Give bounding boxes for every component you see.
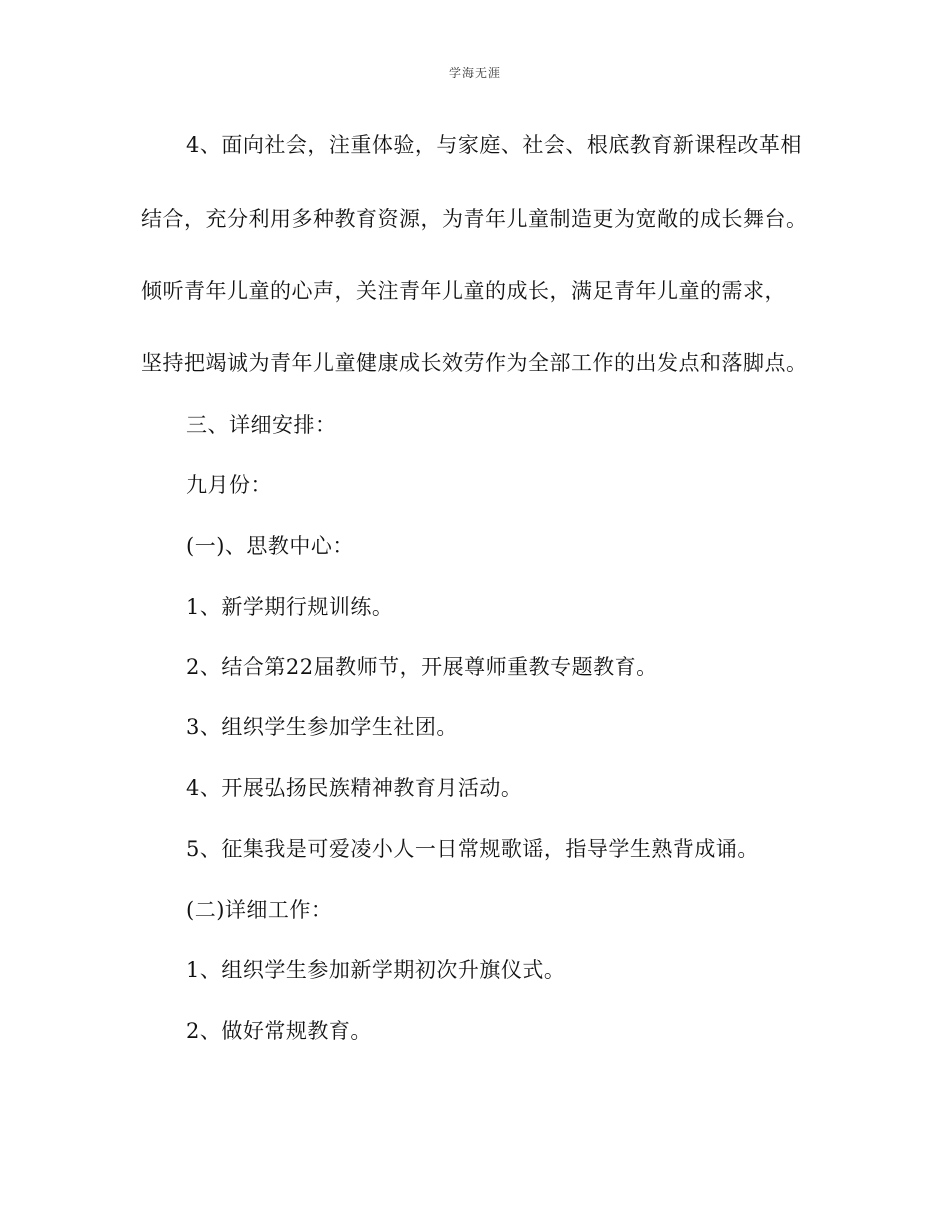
paragraph-line: 坚持把竭诚为青年儿童健康成长效劳作为全部工作的出发点和落脚点。 [141, 351, 808, 375]
page-header: 学海无涯 [448, 66, 501, 80]
list-item: 1、新学期行规训练。 [186, 595, 394, 619]
list-item: 1、组织学生参加新学期初次升旗仪式。 [186, 958, 566, 982]
part-heading: (二)详细工作： [186, 898, 333, 922]
list-item: 2、做好常规教育。 [186, 1019, 372, 1043]
paragraph-line: 4、面向社会，注重体验，与家庭、社会、根底教育新课程改革相 [186, 133, 802, 157]
list-item: 3、组织学生参加学生社团。 [186, 715, 458, 739]
paragraph-line: 倾听青年儿童的心声，关注青年儿童的成长，满足青年儿童的需求， [141, 279, 786, 303]
list-item: 5、征集我是可爱凌小人一日常规歌谣，指导学生熟背成诵。 [186, 837, 759, 861]
part-heading: (一)、思教中心： [186, 534, 354, 558]
paragraph-line: 结合，充分利用多种教育资源，为青年儿童制造更为宽敞的成长舞台。 [141, 207, 808, 231]
list-item: 2、结合第22届教师节，开展尊师重教专题教育。 [186, 655, 658, 679]
list-item: 4、开展弘扬民族精神教育月活动。 [186, 776, 523, 800]
month-heading: 九月份： [186, 473, 272, 497]
section-heading: 三、详细安排： [186, 413, 337, 437]
